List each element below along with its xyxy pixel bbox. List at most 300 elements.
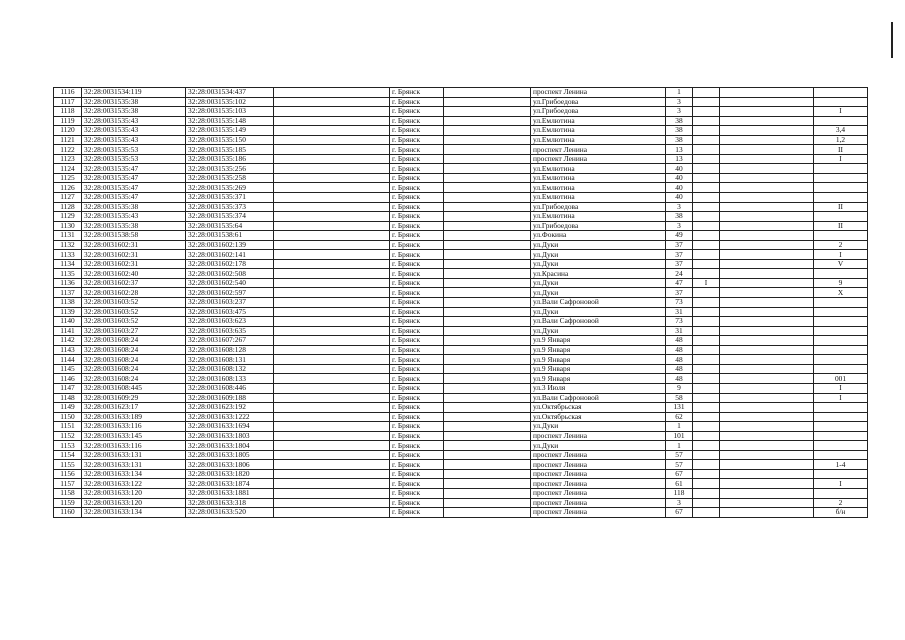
cell-parcel-number: 32:28:0031602:31 xyxy=(82,259,186,269)
cell-parcel-number: 32:28:0031535:38 xyxy=(82,221,186,231)
cell-col-blank-a xyxy=(274,231,390,241)
cell-building xyxy=(693,250,720,260)
cell-house-number: 49 xyxy=(666,231,693,241)
cell-col-blank-c xyxy=(720,88,814,98)
cell-col-blank-c xyxy=(720,212,814,222)
cell-object-number: 32:28:0031602:508 xyxy=(186,269,274,279)
cell-object-number: 32:28:0031535:150 xyxy=(186,135,274,145)
cell-house-number: 37 xyxy=(666,288,693,298)
cell-house-number: 13 xyxy=(666,145,693,155)
cell-col-blank-b xyxy=(444,202,531,212)
cell-col-blank-a xyxy=(274,469,390,479)
cell-row-number: 1116 xyxy=(54,88,82,98)
cell-col-blank-b xyxy=(444,278,531,288)
cell-row-number: 1121 xyxy=(54,135,82,145)
cell-street: ул.Дуки xyxy=(531,250,666,260)
cell-apartment: II xyxy=(814,221,868,231)
cell-city: г. Брянск xyxy=(390,135,444,145)
cell-parcel-number: 32:28:0031535:38 xyxy=(82,97,186,107)
cell-building xyxy=(693,326,720,336)
cell-col-blank-a xyxy=(274,383,390,393)
cell-col-blank-c xyxy=(720,145,814,155)
cell-house-number: 3 xyxy=(666,97,693,107)
cell-apartment xyxy=(814,431,868,441)
cell-col-blank-b xyxy=(444,374,531,384)
cell-street: ул.Дуки xyxy=(531,240,666,250)
cell-city: г. Брянск xyxy=(390,393,444,403)
cell-city: г. Брянск xyxy=(390,221,444,231)
cell-col-blank-c xyxy=(720,393,814,403)
cell-city: г. Брянск xyxy=(390,250,444,260)
cell-parcel-number: 32:28:0031633:145 xyxy=(82,431,186,441)
cell-house-number: 1 xyxy=(666,88,693,98)
cell-col-blank-b xyxy=(444,269,531,279)
table-row xyxy=(54,307,868,317)
cell-apartment: 2 xyxy=(814,498,868,508)
cell-object-number: 32:28:0031535:373 xyxy=(186,202,274,212)
cell-house-number: 48 xyxy=(666,345,693,355)
cell-object-number: 32:28:0031603:475 xyxy=(186,307,274,317)
cell-parcel-number: 32:28:0031535:38 xyxy=(82,107,186,117)
cell-row-number: 1132 xyxy=(54,240,82,250)
cell-col-blank-a xyxy=(274,431,390,441)
cell-col-blank-c xyxy=(720,345,814,355)
cell-object-number: 32:28:0031633:1874 xyxy=(186,479,274,489)
cell-apartment xyxy=(814,403,868,413)
cell-parcel-number: 32:28:0031633:131 xyxy=(82,450,186,460)
cell-row-number: 1124 xyxy=(54,164,82,174)
cell-city: г. Брянск xyxy=(390,450,444,460)
cell-col-blank-c xyxy=(720,336,814,346)
cell-col-blank-b xyxy=(444,250,531,260)
cell-object-number: 32:28:0031633:1881 xyxy=(186,488,274,498)
table-row xyxy=(54,221,868,231)
cell-object-number: 32:28:0031535:269 xyxy=(186,183,274,193)
cell-col-blank-c xyxy=(720,460,814,470)
cell-row-number: 1144 xyxy=(54,355,82,365)
cell-building xyxy=(693,383,720,393)
cell-apartment: 1-4 xyxy=(814,460,868,470)
cell-col-blank-c xyxy=(720,126,814,136)
cell-street: ул.Октябрьская xyxy=(531,412,666,422)
cell-object-number: 32:28:0031535:256 xyxy=(186,164,274,174)
cell-row-number: 1153 xyxy=(54,441,82,451)
cell-object-number: 32:28:0031608:132 xyxy=(186,364,274,374)
cell-col-blank-b xyxy=(444,231,531,241)
cell-house-number: 73 xyxy=(666,298,693,308)
cell-house-number: 73 xyxy=(666,317,693,327)
cell-col-blank-a xyxy=(274,307,390,317)
cell-building xyxy=(693,116,720,126)
cell-col-blank-c xyxy=(720,259,814,269)
cell-apartment xyxy=(814,364,868,374)
cell-col-blank-a xyxy=(274,450,390,460)
cell-building xyxy=(693,173,720,183)
table-row xyxy=(54,212,868,222)
cell-col-blank-b xyxy=(444,488,531,498)
cell-apartment xyxy=(814,441,868,451)
cell-street: ул.Дуки xyxy=(531,441,666,451)
cell-col-blank-b xyxy=(444,431,531,441)
cell-row-number: 1135 xyxy=(54,269,82,279)
cell-city: г. Брянск xyxy=(390,202,444,212)
cell-building xyxy=(693,193,720,203)
cell-col-blank-c xyxy=(720,422,814,432)
cell-parcel-number: 32:28:0031608:24 xyxy=(82,345,186,355)
cell-col-blank-c xyxy=(720,298,814,308)
cell-house-number: 67 xyxy=(666,469,693,479)
table-row xyxy=(54,336,868,346)
cell-street: ул.Емлютина xyxy=(531,173,666,183)
cell-col-blank-a xyxy=(274,479,390,489)
cell-col-blank-a xyxy=(274,441,390,451)
cell-object-number: 32:28:0031535:185 xyxy=(186,145,274,155)
table-row xyxy=(54,135,868,145)
cell-house-number: 37 xyxy=(666,240,693,250)
cell-apartment xyxy=(814,307,868,317)
cell-building xyxy=(693,269,720,279)
cell-parcel-number: 32:28:0031633:116 xyxy=(82,441,186,451)
cell-city: г. Брянск xyxy=(390,107,444,117)
cell-apartment: 2 xyxy=(814,240,868,250)
cell-col-blank-a xyxy=(274,97,390,107)
cell-street: ул.Грибоедова xyxy=(531,202,666,212)
cell-parcel-number: 32:28:0031535:43 xyxy=(82,116,186,126)
cell-parcel-number: 32:28:0031603:27 xyxy=(82,326,186,336)
cell-city: г. Брянск xyxy=(390,278,444,288)
cell-col-blank-a xyxy=(274,221,390,231)
cell-col-blank-b xyxy=(444,240,531,250)
cell-apartment xyxy=(814,345,868,355)
cell-house-number: 38 xyxy=(666,135,693,145)
cell-col-blank-c xyxy=(720,221,814,231)
cell-col-blank-b xyxy=(444,345,531,355)
cell-house-number: 37 xyxy=(666,259,693,269)
cell-col-blank-b xyxy=(444,135,531,145)
cell-object-number: 32:28:0031608:446 xyxy=(186,383,274,393)
cell-row-number: 1147 xyxy=(54,383,82,393)
cell-city: г. Брянск xyxy=(390,288,444,298)
cell-col-blank-b xyxy=(444,412,531,422)
cell-col-blank-a xyxy=(274,126,390,136)
cell-street: ул.Дуки xyxy=(531,326,666,336)
cell-city: г. Брянск xyxy=(390,374,444,384)
cell-object-number: 32:28:0031633:1805 xyxy=(186,450,274,460)
table-row xyxy=(54,317,868,327)
cell-apartment: I xyxy=(814,393,868,403)
cell-street: ул.Фокина xyxy=(531,231,666,241)
cell-col-blank-c xyxy=(720,135,814,145)
table-row xyxy=(54,355,868,365)
cell-house-number: 38 xyxy=(666,212,693,222)
cell-col-blank-c xyxy=(720,469,814,479)
table-row xyxy=(54,469,868,479)
cell-col-blank-c xyxy=(720,374,814,384)
cell-col-blank-c xyxy=(720,450,814,460)
cell-row-number: 1150 xyxy=(54,412,82,422)
cell-parcel-number: 32:28:0031602:31 xyxy=(82,240,186,250)
cell-object-number: 32:28:0031535:103 xyxy=(186,107,274,117)
cell-col-blank-b xyxy=(444,145,531,155)
cell-row-number: 1118 xyxy=(54,107,82,117)
cell-col-blank-a xyxy=(274,269,390,279)
cell-object-number: 32:28:0031607:267 xyxy=(186,336,274,346)
cell-house-number: 1 xyxy=(666,441,693,451)
cell-parcel-number: 32:28:0031608:24 xyxy=(82,355,186,365)
cell-city: г. Брянск xyxy=(390,193,444,203)
cell-parcel-number: 32:28:0031535:53 xyxy=(82,145,186,155)
cell-row-number: 1134 xyxy=(54,259,82,269)
cell-col-blank-c xyxy=(720,412,814,422)
cell-house-number: 40 xyxy=(666,193,693,203)
cell-house-number: 38 xyxy=(666,126,693,136)
cell-object-number: 32:28:0031609:188 xyxy=(186,393,274,403)
cell-apartment xyxy=(814,116,868,126)
cell-col-blank-a xyxy=(274,393,390,403)
cell-col-blank-c xyxy=(720,116,814,126)
page-edge-line xyxy=(891,22,893,58)
cell-col-blank-c xyxy=(720,164,814,174)
cell-apartment: I xyxy=(814,383,868,393)
cell-col-blank-b xyxy=(444,508,531,518)
cell-city: г. Брянск xyxy=(390,460,444,470)
cell-col-blank-b xyxy=(444,469,531,479)
cell-object-number: 32:28:0031633:1803 xyxy=(186,431,274,441)
cell-parcel-number: 32:28:0031535:43 xyxy=(82,212,186,222)
cell-parcel-number: 32:28:0031633:131 xyxy=(82,460,186,470)
table-row xyxy=(54,164,868,174)
cell-city: г. Брянск xyxy=(390,173,444,183)
cell-street: проспект Ленина xyxy=(531,450,666,460)
cell-parcel-number: 32:28:0031609:29 xyxy=(82,393,186,403)
table-row xyxy=(54,488,868,498)
cell-col-blank-b xyxy=(444,307,531,317)
cell-building xyxy=(693,355,720,365)
cell-col-blank-b xyxy=(444,259,531,269)
table-row xyxy=(54,269,868,279)
cell-city: г. Брянск xyxy=(390,212,444,222)
cell-col-blank-a xyxy=(274,460,390,470)
cell-building xyxy=(693,259,720,269)
cell-street: проспект Ленина xyxy=(531,145,666,155)
cell-apartment xyxy=(814,298,868,308)
cell-house-number: 13 xyxy=(666,154,693,164)
cell-street: проспект Ленина xyxy=(531,498,666,508)
cell-col-blank-a xyxy=(274,193,390,203)
cell-building xyxy=(693,479,720,489)
cell-object-number: 32:28:0031602:597 xyxy=(186,288,274,298)
cell-apartment xyxy=(814,450,868,460)
table-row xyxy=(54,479,868,489)
cell-street: ул.Емлютина xyxy=(531,116,666,126)
cell-city: г. Брянск xyxy=(390,183,444,193)
cell-col-blank-a xyxy=(274,173,390,183)
cell-apartment: X xyxy=(814,288,868,298)
cell-city: г. Брянск xyxy=(390,488,444,498)
cell-object-number: 32:28:0031602:139 xyxy=(186,240,274,250)
cell-parcel-number: 32:28:0031535:47 xyxy=(82,193,186,203)
cell-col-blank-b xyxy=(444,355,531,365)
cell-building xyxy=(693,107,720,117)
cell-street: ул.Октябрьская xyxy=(531,403,666,413)
cell-object-number: 32:28:0031535:374 xyxy=(186,212,274,222)
cell-object-number: 32:28:0031602:178 xyxy=(186,259,274,269)
cell-street: ул.Емлютина xyxy=(531,193,666,203)
table-row xyxy=(54,173,868,183)
table-row xyxy=(54,145,868,155)
cell-building xyxy=(693,469,720,479)
cell-building xyxy=(693,403,720,413)
table-row xyxy=(54,298,868,308)
cell-house-number: 40 xyxy=(666,173,693,183)
cell-city: г. Брянск xyxy=(390,441,444,451)
cell-col-blank-a xyxy=(274,288,390,298)
cell-object-number: 32:28:0031602:141 xyxy=(186,250,274,260)
cell-col-blank-c xyxy=(720,355,814,365)
cell-city: г. Брянск xyxy=(390,412,444,422)
cell-house-number: 47 xyxy=(666,278,693,288)
cell-house-number: 57 xyxy=(666,460,693,470)
cell-street: ул.9 Января xyxy=(531,374,666,384)
cell-object-number: 32:28:0031535:186 xyxy=(186,154,274,164)
cell-house-number: 48 xyxy=(666,374,693,384)
table-row xyxy=(54,97,868,107)
cell-apartment xyxy=(814,97,868,107)
cell-object-number: 32:28:0031633:318 xyxy=(186,498,274,508)
cell-col-blank-c xyxy=(720,231,814,241)
cell-object-number: 32:28:0031633:1804 xyxy=(186,441,274,451)
table-row xyxy=(54,259,868,269)
cell-row-number: 1126 xyxy=(54,183,82,193)
cell-house-number: 40 xyxy=(666,164,693,174)
cell-city: г. Брянск xyxy=(390,97,444,107)
cell-house-number: 38 xyxy=(666,116,693,126)
cell-col-blank-a xyxy=(274,374,390,384)
cell-city: г. Брянск xyxy=(390,116,444,126)
cell-house-number: 48 xyxy=(666,336,693,346)
cell-house-number: 61 xyxy=(666,479,693,489)
cell-house-number: 3 xyxy=(666,202,693,212)
cell-parcel-number: 32:28:0031608:24 xyxy=(82,336,186,346)
cell-street: ул.3 Июля xyxy=(531,383,666,393)
cell-row-number: 1149 xyxy=(54,403,82,413)
cell-col-blank-c xyxy=(720,307,814,317)
cell-city: г. Брянск xyxy=(390,317,444,327)
cell-row-number: 1141 xyxy=(54,326,82,336)
cell-object-number: 32:28:0031633:1806 xyxy=(186,460,274,470)
cell-col-blank-c xyxy=(720,364,814,374)
cell-building xyxy=(693,231,720,241)
cell-parcel-number: 32:28:0031633:116 xyxy=(82,422,186,432)
cell-object-number: 32:28:0031633:1820 xyxy=(186,469,274,479)
cell-apartment xyxy=(814,412,868,422)
cell-parcel-number: 32:28:0031535:43 xyxy=(82,126,186,136)
cell-apartment xyxy=(814,269,868,279)
cell-street: проспект Ленина xyxy=(531,460,666,470)
cell-building xyxy=(693,240,720,250)
table-row xyxy=(54,374,868,384)
cell-building xyxy=(693,97,720,107)
cell-row-number: 1142 xyxy=(54,336,82,346)
cell-street: проспект Ленина xyxy=(531,154,666,164)
cell-street: ул.Вали Сафроновой xyxy=(531,317,666,327)
cell-building xyxy=(693,488,720,498)
cell-row-number: 1137 xyxy=(54,288,82,298)
cell-row-number: 1131 xyxy=(54,231,82,241)
cell-building xyxy=(693,412,720,422)
cell-building xyxy=(693,336,720,346)
cell-col-blank-a xyxy=(274,116,390,126)
cell-city: г. Брянск xyxy=(390,88,444,98)
cell-col-blank-c xyxy=(720,278,814,288)
cell-building xyxy=(693,202,720,212)
cell-col-blank-c xyxy=(720,326,814,336)
cell-col-blank-b xyxy=(444,288,531,298)
cell-row-number: 1158 xyxy=(54,488,82,498)
cell-city: г. Брянск xyxy=(390,298,444,308)
cell-parcel-number: 32:28:0031534:119 xyxy=(82,88,186,98)
cell-building xyxy=(693,307,720,317)
cell-house-number: 118 xyxy=(666,488,693,498)
cell-row-number: 1117 xyxy=(54,97,82,107)
cell-apartment: 001 xyxy=(814,374,868,384)
cell-street: проспект Ленина xyxy=(531,479,666,489)
cell-col-blank-a xyxy=(274,135,390,145)
cell-apartment xyxy=(814,317,868,327)
cell-street: ул.Дуки xyxy=(531,307,666,317)
table-row xyxy=(54,403,868,413)
cell-col-blank-a xyxy=(274,154,390,164)
cell-city: г. Брянск xyxy=(390,231,444,241)
cell-apartment xyxy=(814,231,868,241)
cell-house-number: 9 xyxy=(666,383,693,393)
cell-house-number: 31 xyxy=(666,307,693,317)
cell-object-number: 32:28:0031603:237 xyxy=(186,298,274,308)
cell-col-blank-c xyxy=(720,441,814,451)
cell-street: ул.9 Января xyxy=(531,345,666,355)
cell-city: г. Брянск xyxy=(390,431,444,441)
cell-city: г. Брянск xyxy=(390,403,444,413)
cell-building xyxy=(693,460,720,470)
cell-object-number: 32:28:0031602:540 xyxy=(186,278,274,288)
cell-row-number: 1154 xyxy=(54,450,82,460)
cell-apartment: I xyxy=(814,107,868,117)
cell-street: проспект Ленина xyxy=(531,508,666,518)
cell-col-blank-b xyxy=(444,164,531,174)
cell-house-number: 48 xyxy=(666,364,693,374)
cell-object-number: 32:28:0031633:1222 xyxy=(186,412,274,422)
cell-parcel-number: 32:28:0031538:58 xyxy=(82,231,186,241)
cell-building xyxy=(693,126,720,136)
cell-col-blank-b xyxy=(444,212,531,222)
cell-city: г. Брянск xyxy=(390,345,444,355)
cell-city: г. Брянск xyxy=(390,508,444,518)
cell-row-number: 1120 xyxy=(54,126,82,136)
cell-row-number: 1146 xyxy=(54,374,82,384)
cell-col-blank-c xyxy=(720,508,814,518)
table-row xyxy=(54,383,868,393)
cell-col-blank-a xyxy=(274,259,390,269)
cell-house-number: 1 xyxy=(666,422,693,432)
cell-col-blank-c xyxy=(720,488,814,498)
cell-street: ул.9 Января xyxy=(531,364,666,374)
cell-apartment: 9 xyxy=(814,278,868,288)
cell-apartment xyxy=(814,164,868,174)
cell-house-number: 58 xyxy=(666,393,693,403)
cell-col-blank-c xyxy=(720,317,814,327)
cell-col-blank-b xyxy=(444,173,531,183)
cell-city: г. Брянск xyxy=(390,422,444,432)
